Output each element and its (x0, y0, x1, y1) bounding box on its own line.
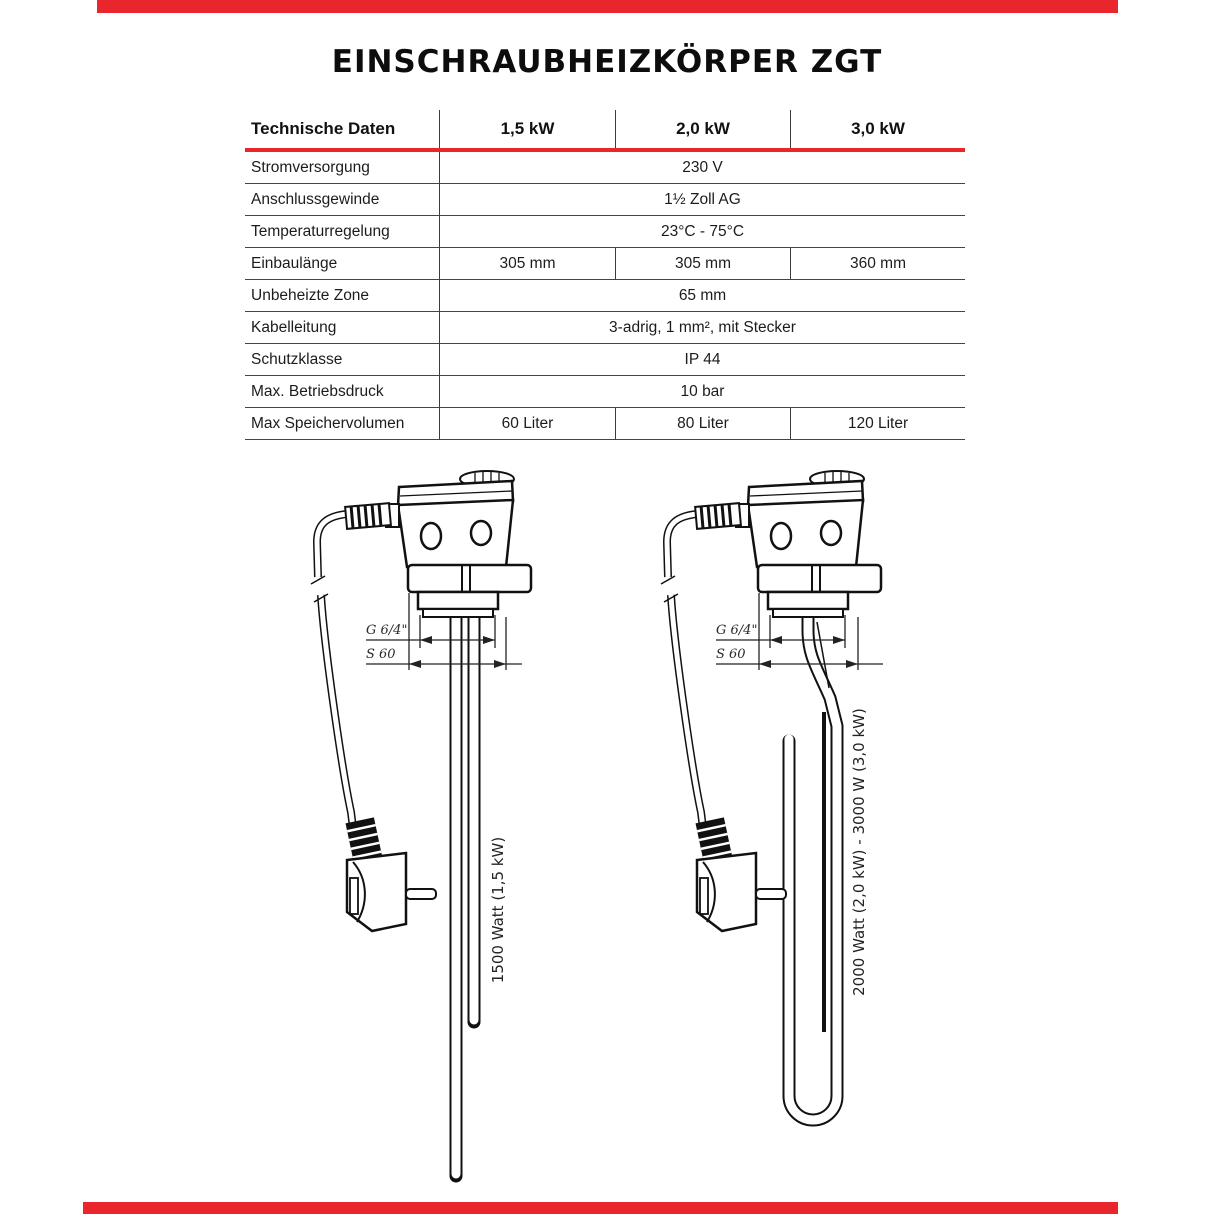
table-row (245, 408, 965, 440)
heating-loop (789, 607, 837, 1120)
heating-rod (456, 607, 474, 1176)
table-row (245, 312, 965, 344)
drawing-heater-straight (290, 460, 620, 1190)
power-rating-label: 1500 Watt (1,5 kW) (489, 836, 507, 984)
header-cell-1-5kw: 1,5 kW (500, 119, 555, 138)
wrench-size-label: S 60 (716, 647, 746, 662)
row-value: 3-adrig, 1 mm², mit Stecker (609, 318, 796, 336)
table-row (245, 376, 965, 408)
row-label: Einbaulänge (245, 248, 440, 279)
row-value: 80 Liter (615, 408, 790, 439)
power-cable (661, 503, 741, 828)
row-value: 120 Liter (790, 408, 965, 439)
power-cable (311, 503, 391, 828)
table-row (245, 184, 965, 216)
row-value: 60 Liter (501, 414, 554, 432)
row-label: Anschlussgewinde (245, 184, 440, 215)
row-label: Max Speichervolumen (245, 408, 440, 439)
top-red-bar (97, 0, 1118, 13)
row-value: 305 mm (615, 248, 790, 279)
row-value: 65 mm (678, 286, 727, 304)
dimension-thread (716, 615, 845, 648)
thermostat-head (386, 471, 514, 567)
schuko-plug (346, 817, 436, 931)
row-value: 230 V (682, 158, 723, 176)
plug-pin (756, 889, 786, 899)
row-value: 1½ Zoll AG (664, 190, 741, 208)
table-row (245, 344, 965, 376)
technical-data-table (245, 110, 965, 440)
row-label: Stromversorgung (245, 152, 440, 183)
row-value: IP 44 (684, 350, 721, 368)
header-cell-3-0kw: 3,0 kW (790, 110, 965, 148)
page-title: EINSCHRAUBHEIZKÖRPER ZGT (331, 44, 883, 80)
table-row (245, 152, 965, 184)
table-row (245, 280, 965, 312)
plug-pin (406, 889, 436, 899)
thermostat-head (736, 471, 864, 567)
header-cell-2-0kw: 2,0 kW (615, 110, 790, 148)
header-cell-label: Technische Daten (245, 110, 440, 148)
power-rating-label: 2000 Watt (2,0 kW) - 3000 W (3,0 kW) (850, 708, 868, 996)
row-label: Max. Betriebsdruck (245, 376, 440, 407)
table-row (245, 216, 965, 248)
row-label: Schutzklasse (245, 344, 440, 375)
bottom-red-bar (83, 1202, 1118, 1214)
row-value: 305 mm (499, 254, 556, 272)
row-value: 10 bar (680, 382, 725, 400)
hex-nut-and-thread (408, 565, 531, 617)
thread-size-label: G 6/4" (366, 623, 408, 638)
table-header-row (245, 110, 965, 152)
thread-size-label: G 6/4" (716, 623, 758, 638)
row-label: Kabelleitung (245, 312, 440, 343)
hex-nut-and-thread (758, 565, 881, 617)
row-label: Unbeheizte Zone (245, 280, 440, 311)
schuko-plug (696, 817, 786, 931)
row-label: Temperaturregelung (245, 216, 440, 247)
row-value: 23°C - 75°C (660, 222, 745, 240)
drawing-heater-loop (640, 460, 970, 1160)
row-value: 360 mm (790, 248, 965, 279)
wrench-size-label: S 60 (366, 647, 396, 662)
table-row (245, 248, 965, 280)
